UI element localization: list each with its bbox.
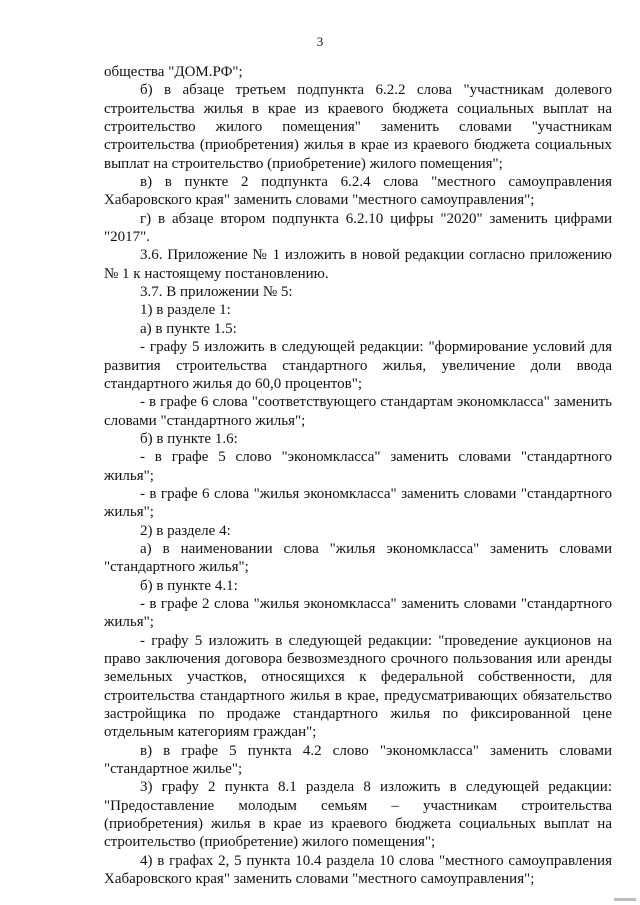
paragraph-12: - в графе 5 слово "экономкласса" заменить словами "стандартного жилья"; bbox=[104, 449, 612, 484]
paragraph-19: в) в графе 5 пункта 4.2 слово "экономкласса" заменить словами "стандартное жилье"; bbox=[104, 742, 612, 778]
paragraph-3: в) в пункте 2 подпункта 6.2.4 слова "местного самоуправления Хабаровского края" заменить словами "местного самоуправления"; bbox=[104, 174, 612, 209]
paragraph-15: а) в наименовании слова "жилья экономкласса" заменить словами "стандартного жилья"; bbox=[104, 540, 612, 576]
paragraph-7: 1) в разделе 1: bbox=[140, 302, 231, 319]
paragraph-4: г) в абзаце втором подпункта 6.2.10 цифры "2020" заменить цифрами "2017". bbox=[104, 210, 612, 246]
paragraph-13: - в графе 6 слова "жилья экономкласса" заменить словами "стандартного жилья"; bbox=[104, 485, 612, 521]
paragraph-5: 3.6. Приложение № 1 изложить в новой редакции согласно приложению № 1 к настоящему постановлению. bbox=[104, 247, 612, 282]
scan-edge-mark bbox=[614, 898, 636, 901]
paragraph-16: б) в пункте 4.1: bbox=[140, 577, 238, 594]
paragraph-6: 3.7. В приложении № 5: bbox=[140, 284, 293, 301]
paragraph-20: 3) графу 2 пункта 8.1 раздела 8 изложить в следующей редакции: "Предоставление молодым семьям – участникам строительства (приобретения) жилья в крае из краевого бюджета социальных выплат на строительство (приобретение) жилого помещения"; bbox=[104, 779, 612, 851]
paragraph-2: б) в абзаце третьем подпункта 6.2.2 слова "участникам долевого строительства жилья в крае из краевого бюджета социальных выплат на строительство жилого помещения" заменить словами "участникам строительства (приобретения) жилья в крае из краевого бюджета социальных выплат на строительство (приобретение) жилого помещения"; bbox=[104, 82, 612, 172]
paragraph-9: - графу 5 изложить в следующей редакции: "формирование условий для развития строительства стандартного жилья, увеличение доли ввода стандартного жилья до 60,0 процентов"; bbox=[104, 339, 612, 392]
paragraph-17: - в графе 2 слова "жилья экономкласса" заменить словами "стандартного жилья"; bbox=[104, 595, 612, 631]
paragraph-14: 2) в разделе 4: bbox=[140, 522, 231, 539]
paragraph-1: общества "ДОМ.РФ"; bbox=[104, 64, 243, 80]
page-number: 3 bbox=[316, 34, 324, 49]
paragraph-21: 4) в графах 2, 5 пункта 10.4 раздела 10 слова "местного самоуправления Хабаровского края" заменить словами "местного самоуправления"; bbox=[104, 852, 612, 888]
paragraph-8: а) в пункте 1.5: bbox=[140, 320, 237, 337]
paragraph-10: - в графе 6 слова "соответствующего стандартам экономкласса" заменить словами "стандартного жилья"; bbox=[104, 394, 612, 429]
document-body bbox=[104, 63, 612, 888]
paragraph-18: - графу 5 изложить в следующей редакции: "проведение аукционов на право заключения договора безвозмездного срочного пользования или аренды земельных участков, относящихся к федеральной собственности, для строительства стандартного жилья в крае, предусматривающих обязательство застройщика по продаже стандартного жилья по фиксированной цене отдельным категориям граждан"; bbox=[104, 632, 612, 741]
paragraph-11: б) в пункте 1.6: bbox=[140, 430, 238, 447]
